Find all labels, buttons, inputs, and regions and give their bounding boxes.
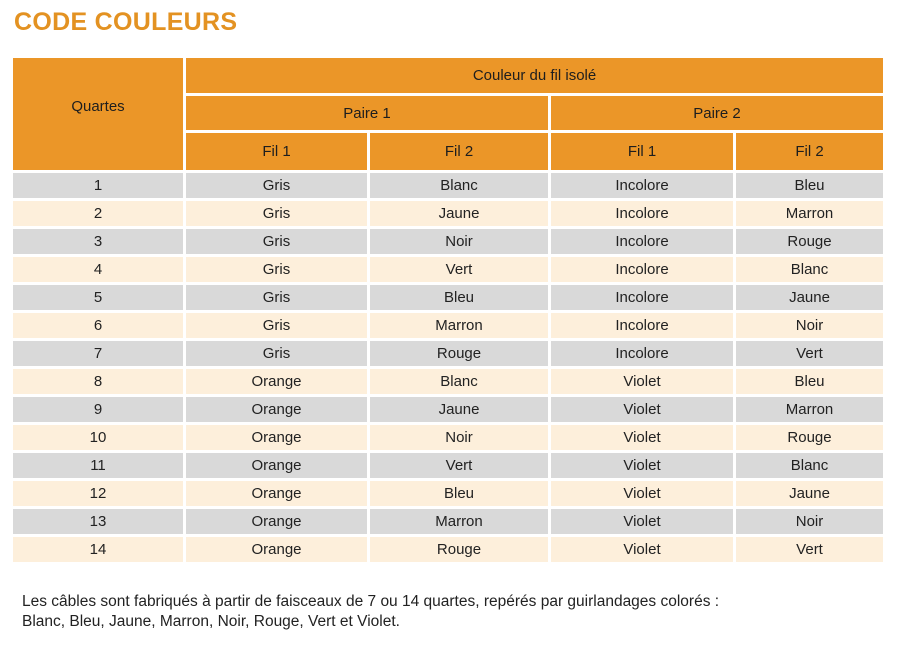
cell-pair1-wire2: Marron [370, 509, 548, 534]
cell-quarte-number: 3 [13, 229, 183, 254]
cell-pair1-wire2: Blanc [370, 369, 548, 394]
cell-pair1-wire1: Orange [186, 397, 367, 422]
footnote-line-1: Les câbles sont fabriqués à partir de faisceaux de 7 ou 14 quartes, repérés par guirlandages colorés : [22, 593, 720, 610]
cell-pair2-wire2: Jaune [736, 481, 883, 506]
cell-quarte-number: 4 [13, 257, 183, 282]
cell-pair2-wire1: Violet [551, 537, 733, 562]
cell-pair2-wire1: Incolore [551, 257, 733, 282]
cell-pair2-wire2: Bleu [736, 369, 883, 394]
cell-quarte-number: 8 [13, 369, 183, 394]
cell-quarte-number: 6 [13, 313, 183, 338]
table-row [13, 509, 883, 534]
cell-quarte-number: 13 [13, 509, 183, 534]
header-pair-2: Paire 2 [551, 96, 883, 130]
header-wire-color: Couleur du fil isolé [186, 58, 883, 93]
cell-pair1-wire2: Bleu [370, 285, 548, 310]
cell-pair1-wire2: Bleu [370, 481, 548, 506]
table-row [13, 425, 883, 450]
header-pair1-wire2: Fil 2 [370, 133, 548, 170]
cell-pair2-wire1: Violet [551, 397, 733, 422]
table-row [13, 369, 883, 394]
cell-quarte-number: 5 [13, 285, 183, 310]
cell-pair2-wire2: Blanc [736, 257, 883, 282]
cell-pair1-wire2: Marron [370, 313, 548, 338]
cell-pair2-wire2: Noir [736, 509, 883, 534]
cell-pair1-wire1: Gris [186, 285, 367, 310]
cell-pair2-wire1: Violet [551, 425, 733, 450]
color-code-table [10, 55, 886, 565]
header-pair1-wire1: Fil 1 [186, 133, 367, 170]
cell-quarte-number: 11 [13, 453, 183, 478]
cell-pair2-wire2: Marron [736, 397, 883, 422]
cell-quarte-number: 2 [13, 201, 183, 226]
cell-quarte-number: 9 [13, 397, 183, 422]
cell-pair2-wire1: Incolore [551, 229, 733, 254]
cell-pair2-wire2: Marron [736, 201, 883, 226]
cell-pair2-wire2: Rouge [736, 229, 883, 254]
cell-pair1-wire1: Orange [186, 425, 367, 450]
table-row [13, 341, 883, 366]
cell-pair1-wire2: Vert [370, 257, 548, 282]
cell-pair2-wire1: Incolore [551, 285, 733, 310]
cell-pair1-wire1: Gris [186, 341, 367, 366]
table-row [13, 257, 883, 282]
cell-pair1-wire2: Jaune [370, 397, 548, 422]
footnote [22, 592, 892, 632]
cell-pair1-wire1: Orange [186, 481, 367, 506]
cell-pair1-wire1: Gris [186, 229, 367, 254]
cell-pair2-wire1: Incolore [551, 201, 733, 226]
cell-pair2-wire2: Bleu [736, 173, 883, 198]
table-row [13, 397, 883, 422]
header-pair-1: Paire 1 [186, 96, 548, 130]
cell-pair2-wire1: Violet [551, 509, 733, 534]
header-pair2-wire1: Fil 1 [551, 133, 733, 170]
cell-pair2-wire2: Vert [736, 341, 883, 366]
table-row [13, 173, 883, 198]
table-row [13, 481, 883, 506]
cell-pair1-wire2: Blanc [370, 173, 548, 198]
cell-pair1-wire1: Gris [186, 257, 367, 282]
cell-pair1-wire2: Noir [370, 229, 548, 254]
cell-pair1-wire1: Gris [186, 201, 367, 226]
cell-pair1-wire2: Noir [370, 425, 548, 450]
cell-pair1-wire1: Gris [186, 173, 367, 198]
cell-pair2-wire1: Incolore [551, 313, 733, 338]
cell-pair1-wire1: Orange [186, 453, 367, 478]
header-pair2-wire2: Fil 2 [736, 133, 883, 170]
cell-quarte-number: 10 [13, 425, 183, 450]
footnote-line-2: Blanc, Bleu, Jaune, Marron, Noir, Rouge, Vert et Violet. [22, 613, 400, 630]
cell-pair1-wire1: Orange [186, 537, 367, 562]
cell-quarte-number: 7 [13, 341, 183, 366]
table-row [13, 453, 883, 478]
cell-pair1-wire2: Vert [370, 453, 548, 478]
table-row [13, 285, 883, 310]
cell-pair1-wire2: Rouge [370, 537, 548, 562]
cell-pair2-wire2: Rouge [736, 425, 883, 450]
cell-pair2-wire1: Violet [551, 453, 733, 478]
cell-pair2-wire1: Incolore [551, 341, 733, 366]
table-header [13, 58, 883, 170]
cell-pair2-wire2: Jaune [736, 285, 883, 310]
table-row [13, 313, 883, 338]
cell-pair2-wire2: Noir [736, 313, 883, 338]
cell-quarte-number: 1 [13, 173, 183, 198]
table-row [13, 537, 883, 562]
cell-pair1-wire1: Orange [186, 369, 367, 394]
cell-pair2-wire1: Incolore [551, 173, 733, 198]
table-row [13, 229, 883, 254]
cell-quarte-number: 14 [13, 537, 183, 562]
cell-pair2-wire1: Violet [551, 481, 733, 506]
cell-pair1-wire2: Rouge [370, 341, 548, 366]
page-title: CODE COULEURS [14, 8, 238, 36]
cell-quarte-number: 12 [13, 481, 183, 506]
cell-pair2-wire1: Violet [551, 369, 733, 394]
table-row [13, 201, 883, 226]
cell-pair1-wire1: Gris [186, 313, 367, 338]
cell-pair1-wire2: Jaune [370, 201, 548, 226]
cell-pair1-wire1: Orange [186, 509, 367, 534]
table-body [13, 173, 883, 562]
header-quartes: Quartes [13, 58, 183, 170]
cell-pair2-wire2: Vert [736, 537, 883, 562]
cell-pair2-wire2: Blanc [736, 453, 883, 478]
